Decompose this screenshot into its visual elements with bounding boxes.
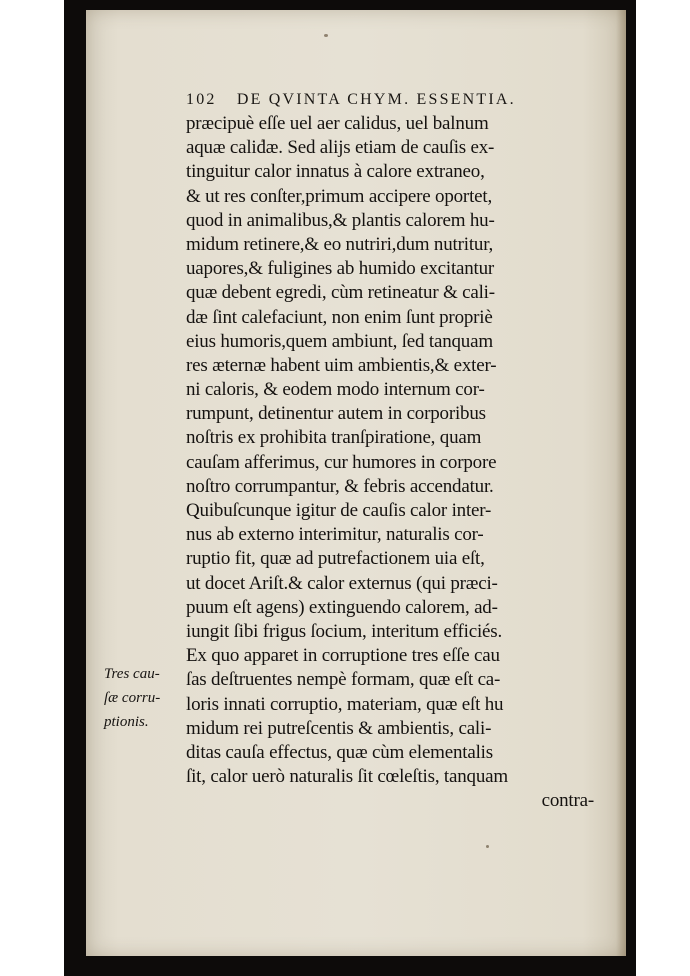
text-line: Ex quo apparet in corruptione tres eſſe cau: [186, 645, 500, 667]
margin-note-line: Tres cau-: [104, 666, 160, 682]
text-line: ſit, calor uerò naturalis ſit cœleſtis, tanquam: [186, 766, 508, 788]
text-line: rumpunt, detinentur autem in corporibus: [186, 403, 486, 425]
text-line: & ut res conſter,primum accipere oportet,: [186, 185, 493, 207]
text-line: quod in animalibus,& plantis calorem hu-: [186, 209, 495, 231]
running-header: [186, 91, 596, 109]
catchword: contra-: [541, 790, 594, 812]
text-line: noſtro corrumpantur, & febris accendatur.: [186, 475, 494, 497]
text-line: ſas deſtruentes nempè formam, quæ eſt ca-: [186, 669, 501, 691]
text-line: midum retinere,& eo nutriri,dum nutritur,: [186, 233, 494, 255]
foxing-spot: [324, 34, 328, 37]
text-line: præcipuè eſſe uel aer calidus, uel balnum: [186, 113, 489, 134]
text-line: dæ ſint calefaciunt, non enim ſunt propriè: [186, 306, 493, 328]
foxing-spot: [486, 845, 489, 848]
page-edge-shadow: [616, 10, 626, 956]
text-line: iungit ſibi frigus ſocium, interitum efficiés.: [186, 620, 503, 642]
body-text: [186, 112, 616, 813]
text-line: Quibuſcunque igitur de cauſis calor inter-: [186, 500, 492, 521]
text-line: noſtris ex prohibita tranſpiratione, quam: [186, 427, 482, 449]
text-line: eius humoris,quem ambiunt, ſed tanquam: [186, 330, 493, 352]
text-line: ut docet Ariſt.& calor externus (qui præci-: [186, 572, 498, 594]
text-line: puum eſt agens) extinguendo calorem, ad-: [186, 596, 498, 618]
text-line: tinguitur calor innatus à calore extraneo,: [186, 161, 485, 183]
text-line: ruptio fit, quæ ad putrefactionem uia eſt,: [186, 548, 485, 570]
margin-note-line: ſæ corru-: [104, 690, 161, 706]
text-line: ni caloris, & eodem modo internum cor-: [186, 379, 485, 401]
page-number: 102: [186, 91, 217, 108]
text-line: cauſam afferimus, cur humores in corpore: [186, 451, 497, 473]
text-line: res æternæ habent uim ambientis,& exter-: [186, 354, 497, 376]
running-title: DE QVINTA CHYM. ESSENTIA.: [236, 91, 516, 108]
text-line: midum rei putreſcentis & ambientis, cali-: [186, 717, 492, 739]
text-line: aquæ calidæ. Sed alijs etiam de cauſis ex-: [186, 137, 495, 159]
marginal-note: [104, 662, 190, 734]
text-line: nus ab externo interimitur, naturalis cor-: [186, 524, 484, 546]
margin-note-line: ptionis.: [104, 714, 149, 730]
text-line: uapores,& fuligines ab humido excitantur: [186, 258, 495, 280]
text-line: quæ debent egredi, cùm retineatur & cali-: [186, 282, 495, 304]
text-line: ditas cauſa effectus, quæ cùm elementalis: [186, 741, 493, 763]
text-line: loris innati corruptio, materiam, quæ eſt hu: [186, 693, 504, 715]
